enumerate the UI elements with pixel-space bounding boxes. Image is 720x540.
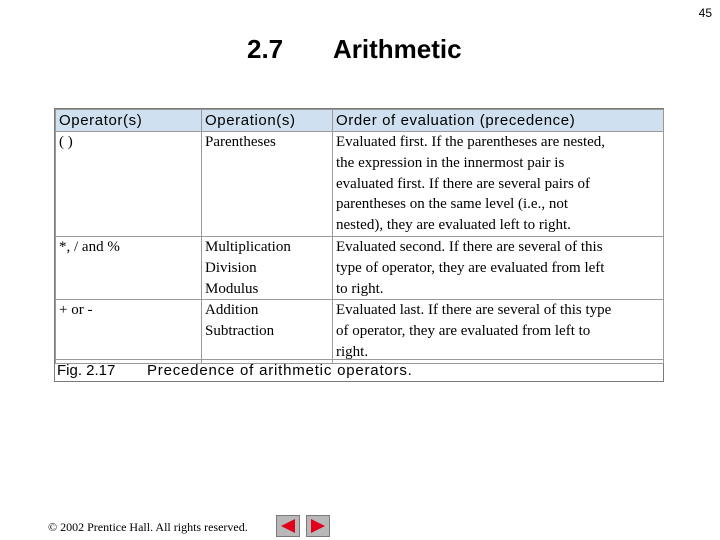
- figure-label: Fig. 2.17: [57, 362, 116, 379]
- previous-slide-button[interactable]: [276, 515, 300, 537]
- section-title: Arithmetic: [333, 34, 462, 64]
- order-line: right.: [336, 343, 369, 360]
- operation-name: Addition: [205, 302, 259, 319]
- row-parentheses-order: [333, 132, 664, 237]
- row-multiplicative-order: [333, 236, 664, 299]
- order-line: nested), they are evaluated left to right.: [336, 217, 571, 234]
- table-row: [56, 300, 664, 363]
- operation-name: Division: [205, 259, 257, 276]
- table-row: [56, 236, 664, 299]
- operation-name: Modulus: [205, 280, 259, 297]
- section-number: 2.7: [247, 34, 284, 64]
- row-additive-operations: [202, 300, 333, 363]
- order-line: of operator, they are evaluated from left to: [336, 323, 591, 340]
- row-additive-order: [333, 300, 664, 363]
- row-additive-operators: + or -: [56, 300, 202, 363]
- order-line: Evaluated first. If the parentheses are nested,: [336, 134, 606, 150]
- row-multiplicative-operations: [202, 236, 333, 299]
- figure-caption: [55, 359, 663, 382]
- figure-caption-text: Precedence of arithmetic operators.: [147, 362, 413, 379]
- operation-name: Multiplication: [205, 238, 291, 255]
- page-number: 45: [698, 6, 712, 20]
- table-header-row: [56, 110, 664, 132]
- triangle-left-icon: [280, 519, 296, 533]
- header-order: Order of evaluation (precedence): [333, 110, 664, 132]
- operation-name: Parentheses: [205, 134, 276, 150]
- header-operators: Operator(s): [56, 110, 202, 132]
- triangle-right-icon: [310, 519, 326, 533]
- order-line: to right.: [336, 280, 384, 297]
- order-line: Evaluated last. If there are several of this type: [336, 302, 612, 319]
- order-line: Evaluated second. If there are several of this: [336, 238, 603, 255]
- copyright-notice: © 2002 Prentice Hall. All rights reserved.: [48, 520, 248, 534]
- order-line: type of operator, they are evaluated from left: [336, 259, 605, 276]
- precedence-table: [55, 109, 664, 364]
- header-operations: Operation(s): [202, 110, 333, 132]
- operation-name: Subtraction: [205, 323, 275, 340]
- row-parentheses-operators: ( ): [56, 132, 202, 237]
- figure-2-17: [54, 108, 664, 382]
- table-row: [56, 132, 664, 237]
- row-parentheses-operations: [202, 132, 333, 237]
- order-line: the expression in the innermost pair is: [336, 154, 565, 171]
- order-line: parentheses on the same level (i.e., not: [336, 196, 569, 213]
- order-line: evaluated first. If there are several pairs of: [336, 175, 591, 192]
- row-multiplicative-operators: *, / and %: [56, 236, 202, 299]
- next-slide-button[interactable]: [306, 515, 330, 537]
- slide-title: [0, 30, 720, 70]
